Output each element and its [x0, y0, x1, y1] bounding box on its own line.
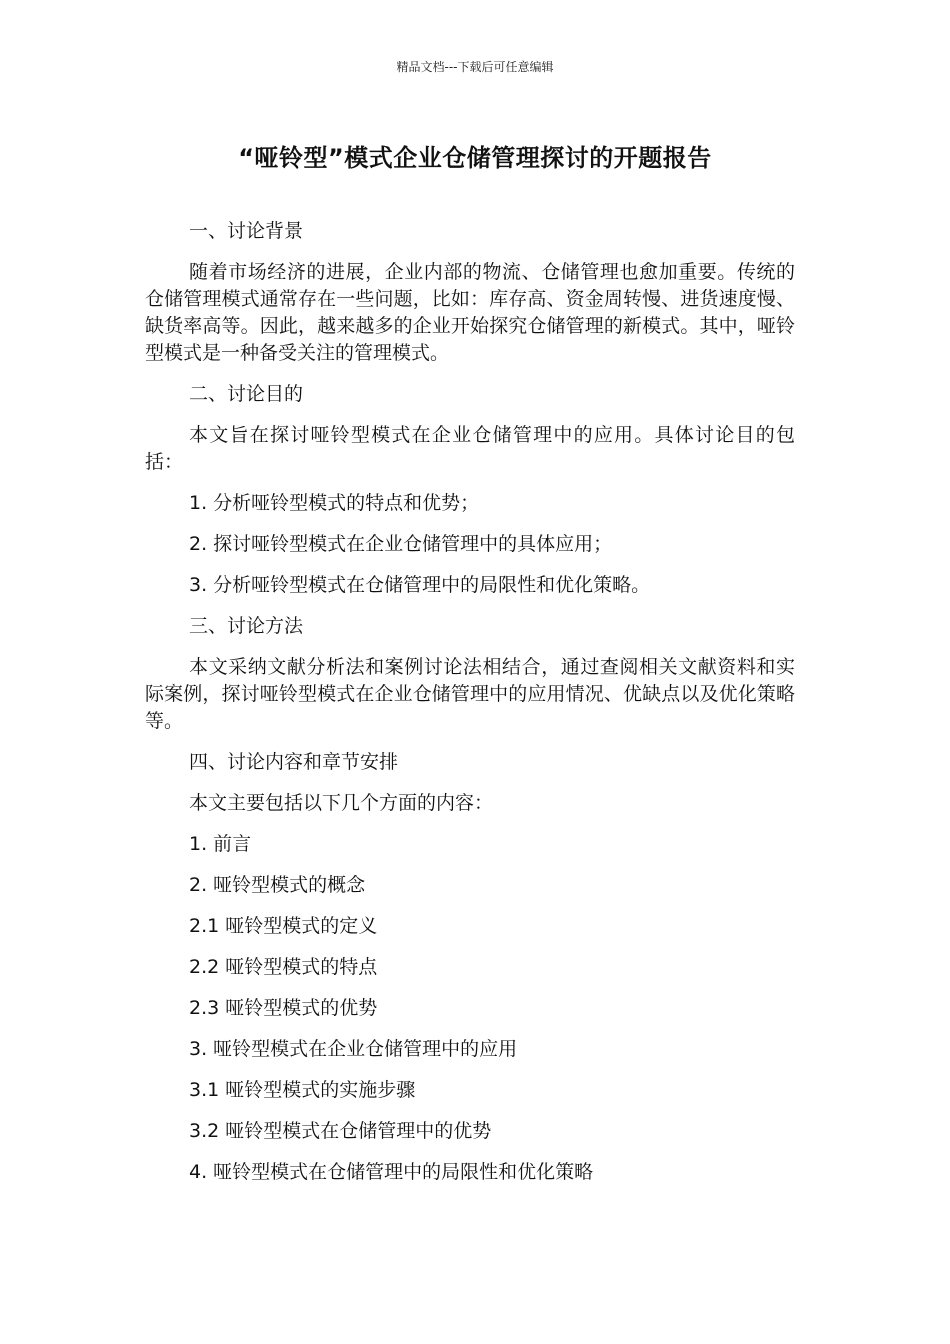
- outline-item: 3.1 哑铃型模式的实施步骤: [189, 1079, 416, 1101]
- section-heading-content: 四、讨论内容和章节安排: [189, 751, 399, 773]
- outline-item: 2.1 哑铃型模式的定义: [189, 915, 378, 937]
- purpose-list-item: 3. 分析哑铃型模式在仓储管理中的局限性和优化策略。: [189, 574, 651, 596]
- header-note: 精品文档---下载后可任意编辑: [396, 60, 554, 74]
- document-title: “哑铃型”模式企业仓储管理探讨的开题报告: [238, 144, 712, 172]
- purpose-paragraph: 本文旨在探讨哑铃型模式在企业仓储管理中的应用。具体讨论目的包括：: [145, 424, 795, 473]
- section-heading-purpose: 二、讨论目的: [189, 383, 304, 405]
- outline-item: 2.3 哑铃型模式的优势: [189, 997, 378, 1019]
- section-heading-method: 三、讨论方法: [189, 615, 304, 637]
- background-paragraph: 随着市场经济的进展，企业内部的物流、仓储管理也愈加重要。传统的仓储管理模式通常存在一些问题，比如：库存高、资金周转慢、进货速度慢、缺货率高等。因此，越来越多的企业开始探究仓储管理的新模式。其中，哑铃型模式是一种备受关注的管理模式。: [145, 261, 795, 364]
- section-heading-background: 一、讨论背景: [189, 220, 304, 242]
- outline-item: 4. 哑铃型模式在仓储管理中的局限性和优化策略: [189, 1161, 594, 1183]
- content-intro: 本文主要包括以下几个方面的内容：: [189, 792, 494, 814]
- method-paragraph: 本文采纳文献分析法和案例讨论法相结合，通过查阅相关文献资料和实际案例，探讨哑铃型模式在企业仓储管理中的应用情况、优缺点以及优化策略等。: [145, 656, 795, 732]
- purpose-list-item: 1. 分析哑铃型模式的特点和优势；: [189, 492, 480, 514]
- outline-item: 3. 哑铃型模式在企业仓储管理中的应用: [189, 1038, 518, 1060]
- purpose-list-item: 2. 探讨哑铃型模式在企业仓储管理中的具体应用；: [189, 533, 613, 555]
- outline-item: 1. 前言: [189, 833, 252, 855]
- outline-item: 2. 哑铃型模式的概念: [189, 874, 366, 896]
- outline-item: 3.2 哑铃型模式在仓储管理中的优势: [189, 1120, 492, 1142]
- document-body: [145, 218, 795, 1200]
- outline-item: 2.2 哑铃型模式的特点: [189, 956, 378, 978]
